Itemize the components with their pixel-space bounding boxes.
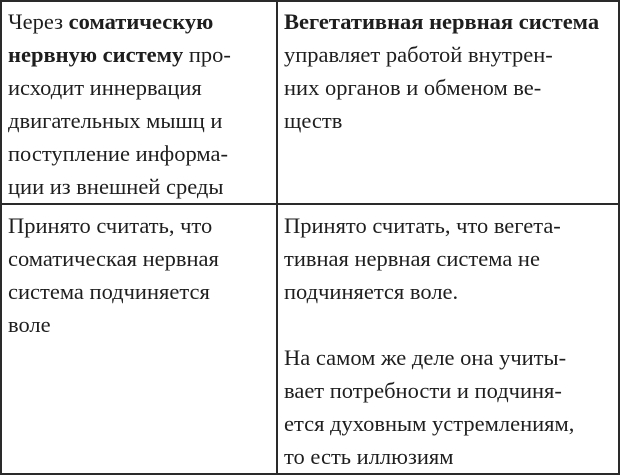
- text-line: двигательных мышц и: [8, 108, 223, 133]
- text-line: исходит иннервация: [8, 75, 202, 100]
- text-line: управляет работой внутрен-: [284, 42, 553, 67]
- text-line: вает потребности и подчиня-: [284, 378, 562, 403]
- bold-term: соматическую: [68, 9, 214, 34]
- bold-term: нервную систему: [8, 42, 184, 67]
- table-cell-vegetative-definition: [277, 1, 619, 204]
- table-cell-somatic-will: [1, 204, 277, 474]
- text-line: Принято считать, что вегета-: [284, 213, 561, 238]
- text-line: система подчиняется: [8, 279, 210, 304]
- paragraph-gap: [284, 308, 612, 341]
- table-row: [1, 204, 619, 474]
- text-line: [8, 5, 270, 38]
- text-line: подчиняется воле.: [284, 279, 459, 304]
- text-line: ществ: [284, 108, 343, 133]
- text-line: них органов и обменом ве-: [284, 75, 542, 100]
- text-line: На самом же деле она учиты-: [284, 345, 567, 370]
- text-line: соматическая нервная: [8, 246, 219, 271]
- text-line: воле: [8, 312, 51, 337]
- text-line: Принято считать, что: [8, 213, 213, 238]
- text-line: поступление информа-: [8, 141, 228, 166]
- text-line: тивная нервная система не: [284, 246, 540, 271]
- text-line: ции из внешней среды: [8, 174, 224, 199]
- text-line: [284, 5, 612, 38]
- text-line: [8, 38, 270, 71]
- text-line: ется духовным устремлениям,: [284, 411, 575, 436]
- bold-term: Вегетативная нервная система: [284, 9, 600, 34]
- table-cell-somatic-definition: [1, 1, 277, 204]
- text-run: Через: [8, 9, 69, 34]
- text-run: про-: [183, 42, 231, 67]
- table-cell-vegetative-will: [277, 204, 619, 474]
- table-row: [1, 1, 619, 204]
- text-line: то есть иллюзиям: [284, 444, 454, 469]
